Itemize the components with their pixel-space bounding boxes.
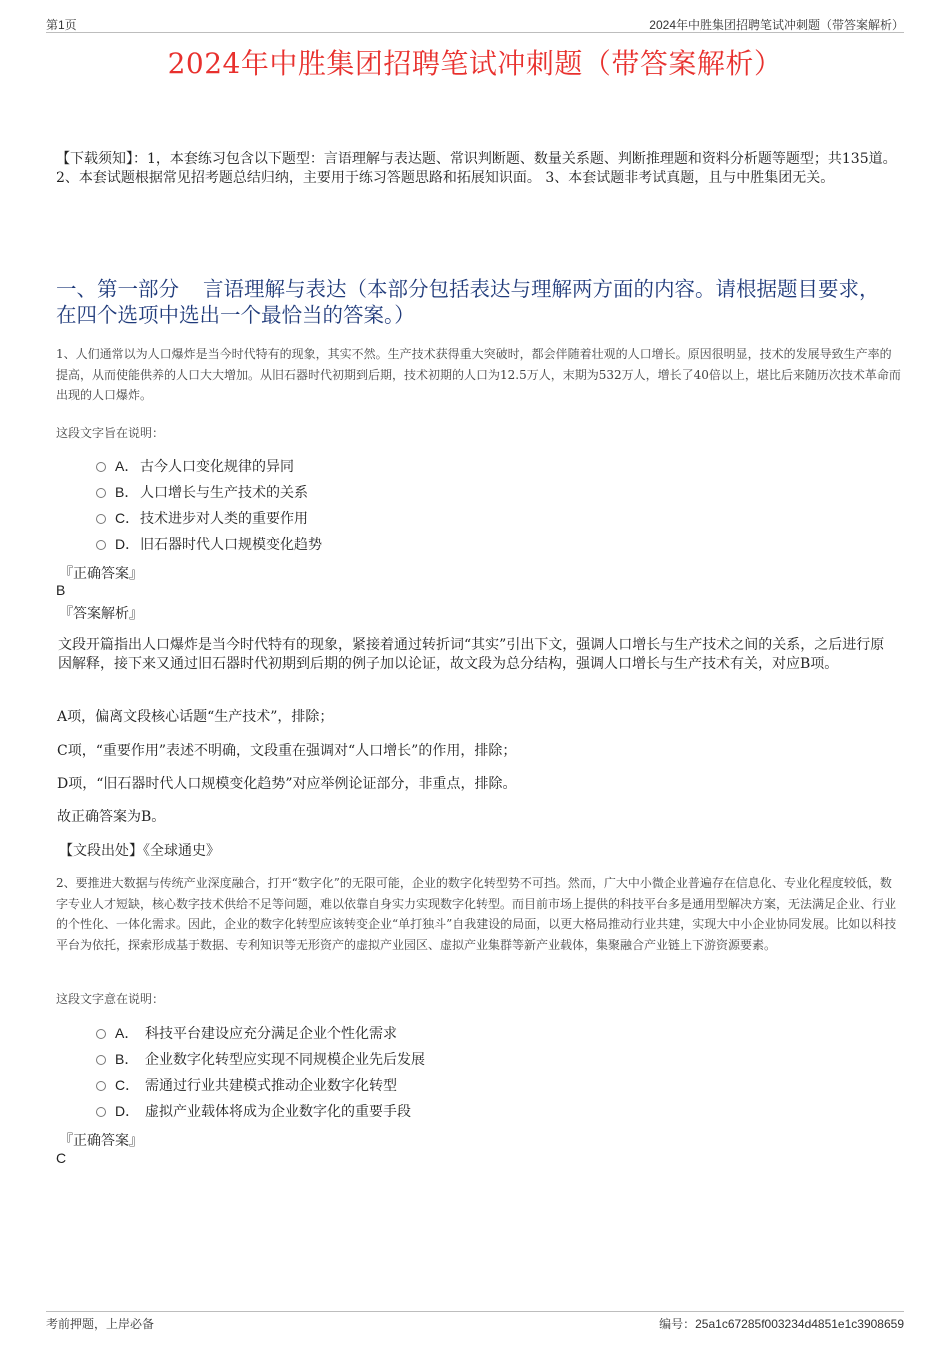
option-a[interactable]	[96, 456, 696, 482]
analysis-line-c: C项，“重要作用”表述不明确，文段重在强调对“人口增长”的作用，排除；	[57, 743, 517, 759]
option-d[interactable]	[96, 1101, 696, 1127]
radio-icon[interactable]	[96, 1029, 106, 1039]
analysis-line-d: D项，“旧石器时代人口规模变化趋势”对应举例论证部分，非重点，排除。	[57, 776, 517, 792]
radio-icon[interactable]	[96, 540, 106, 550]
option-letter: A．	[115, 1025, 139, 1041]
option-d[interactable]	[96, 534, 696, 560]
option-text: 科技平台建设应充分满足企业个性化需求	[145, 1026, 397, 1042]
radio-icon[interactable]	[96, 1107, 106, 1117]
option-text: 技术进步对人类的重要作用	[140, 511, 308, 527]
option-letter: D．	[115, 1103, 140, 1119]
correct-answer-label: 『正确答案』	[59, 566, 143, 582]
page-footer	[46, 1311, 904, 1331]
header-doc-title: 2024年中胜集团招聘笔试冲刺题（带答案解析）	[649, 18, 904, 32]
analysis-line-a: A项，偏离文段核心话题“生产技术”，排除；	[57, 709, 334, 725]
option-text: 需通过行业共建模式推动企业数字化转型	[145, 1078, 397, 1094]
code-label: 编号：	[659, 1317, 696, 1331]
option-text: 古今人口变化规律的异同	[140, 459, 294, 475]
option-letter: B．	[115, 1051, 139, 1067]
text-source: 【文段出处】《全球通史》	[59, 843, 220, 859]
page-number: 第1页	[46, 18, 77, 32]
question-1-text: 1、人们通常以为人口爆炸是当今时代特有的现象，其实不然。生产技术获得重大突破时，都会伴随着壮观的人口增长。原因很明显，技术的发展导致生产率的提高，从而使能供养的人口大大增加。从旧石器时代初期到后期，技术初期的人口为12.5万人，末期为532万人，增长了40倍以上，堪比后来随历次技术革命而出现的人口爆炸。	[56, 347, 901, 402]
option-c[interactable]	[96, 1075, 696, 1101]
radio-icon[interactable]	[96, 462, 106, 472]
question-1-prompt: 这段文字旨在说明：	[56, 426, 165, 440]
option-letter: D．	[115, 536, 140, 552]
question-2-prompt: 这段文字意在说明：	[56, 992, 165, 1006]
correct-answer-value: C	[56, 1150, 67, 1166]
option-text: 人口增长与生产技术的关系	[140, 485, 308, 501]
option-text: 虚拟产业载体将成为企业数字化的重要手段	[145, 1104, 411, 1120]
analysis-text: 文段开篇指出人口爆炸是当今时代特有的现象，紧接着通过转折词“其实”引出下文，强调人口增长与生产技术之间的关系，之后进行原因解释，接下来又通过旧石器时代初期到后期的例子加以论证，故文段为总分结构，强调人口增长与生产技术有关，对应B项。	[58, 637, 885, 672]
footer-slogan: 考前押题，上岸必备	[46, 1317, 155, 1331]
section-part: 一、第一部分	[56, 277, 179, 301]
document-code	[659, 1315, 904, 1332]
page-header	[46, 14, 904, 33]
option-b[interactable]	[96, 1049, 696, 1075]
page-title: 2024年中胜集团招聘笔试冲刺题（带答案解析）	[167, 47, 783, 80]
option-a[interactable]	[96, 1023, 696, 1049]
section-heading	[56, 276, 896, 328]
option-letter: A．	[115, 458, 139, 474]
question-1-options	[96, 456, 696, 560]
download-notice: 【下载须知】：1，本套练习包含以下题型：言语理解与表达题、常识判断题、数量关系题、判断推理题和资料分析题等题型；共135道。 2、本套试题根据常见招考题总结归纳，主要用于练习答题思路和拓展知识面。 3、本套试题非考试真题，且与中胜集团无关。	[56, 151, 897, 186]
analysis-label: 『答案解析』	[59, 606, 143, 622]
section-description: 言语理解与表达（本部分包括表达与理解两方面的内容。请根据题目要求，在四个选项中选出一个最恰当的答案。）	[56, 277, 880, 327]
radio-icon[interactable]	[96, 514, 106, 524]
correct-answer-label: 『正确答案』	[59, 1133, 143, 1149]
option-letter: C．	[115, 1077, 140, 1093]
option-b[interactable]	[96, 482, 696, 508]
radio-icon[interactable]	[96, 488, 106, 498]
option-c[interactable]	[96, 508, 696, 534]
radio-icon[interactable]	[96, 1081, 106, 1091]
question-2-text: 2、要推进大数据与传统产业深度融合，打开“数字化”的无限可能，企业的数字化转型势不可挡。然而，广大中小微企业普遍存在信息化、专业化程度较低，数字专业人才短缺，核心数字技术供给不足等问题，难以依靠自身实力实现数字化转型。而目前市场上提供的科技平台多是通用型解决方案，无法满足企业、行业的个性化、一体化需求。因此，企业的数字化转型应该转变企业“单打独斗”自我建设的局面，以更大格局推动行业共建，实现大中小企业协同发展。比如以科技平台为依托，探索形成基于数据、专利知识等无形资产的虚拟产业园区、虚拟产业集群等新产业载体，集聚融合产业链上下游资源要素。	[56, 876, 897, 952]
option-text: 旧石器时代人口规模变化趋势	[140, 537, 322, 553]
correct-answer-value: B	[56, 582, 66, 598]
option-text: 企业数字化转型应实现不同规模企业先后发展	[145, 1052, 425, 1068]
option-letter: B．	[115, 484, 139, 500]
option-letter: C．	[115, 510, 140, 526]
question-2-options	[96, 1023, 696, 1127]
code-value: 25a1c67285f003234d4851e1c3908659	[695, 1317, 904, 1331]
radio-icon[interactable]	[96, 1055, 106, 1065]
analysis-conclusion: 故正确答案为B。	[57, 809, 166, 825]
